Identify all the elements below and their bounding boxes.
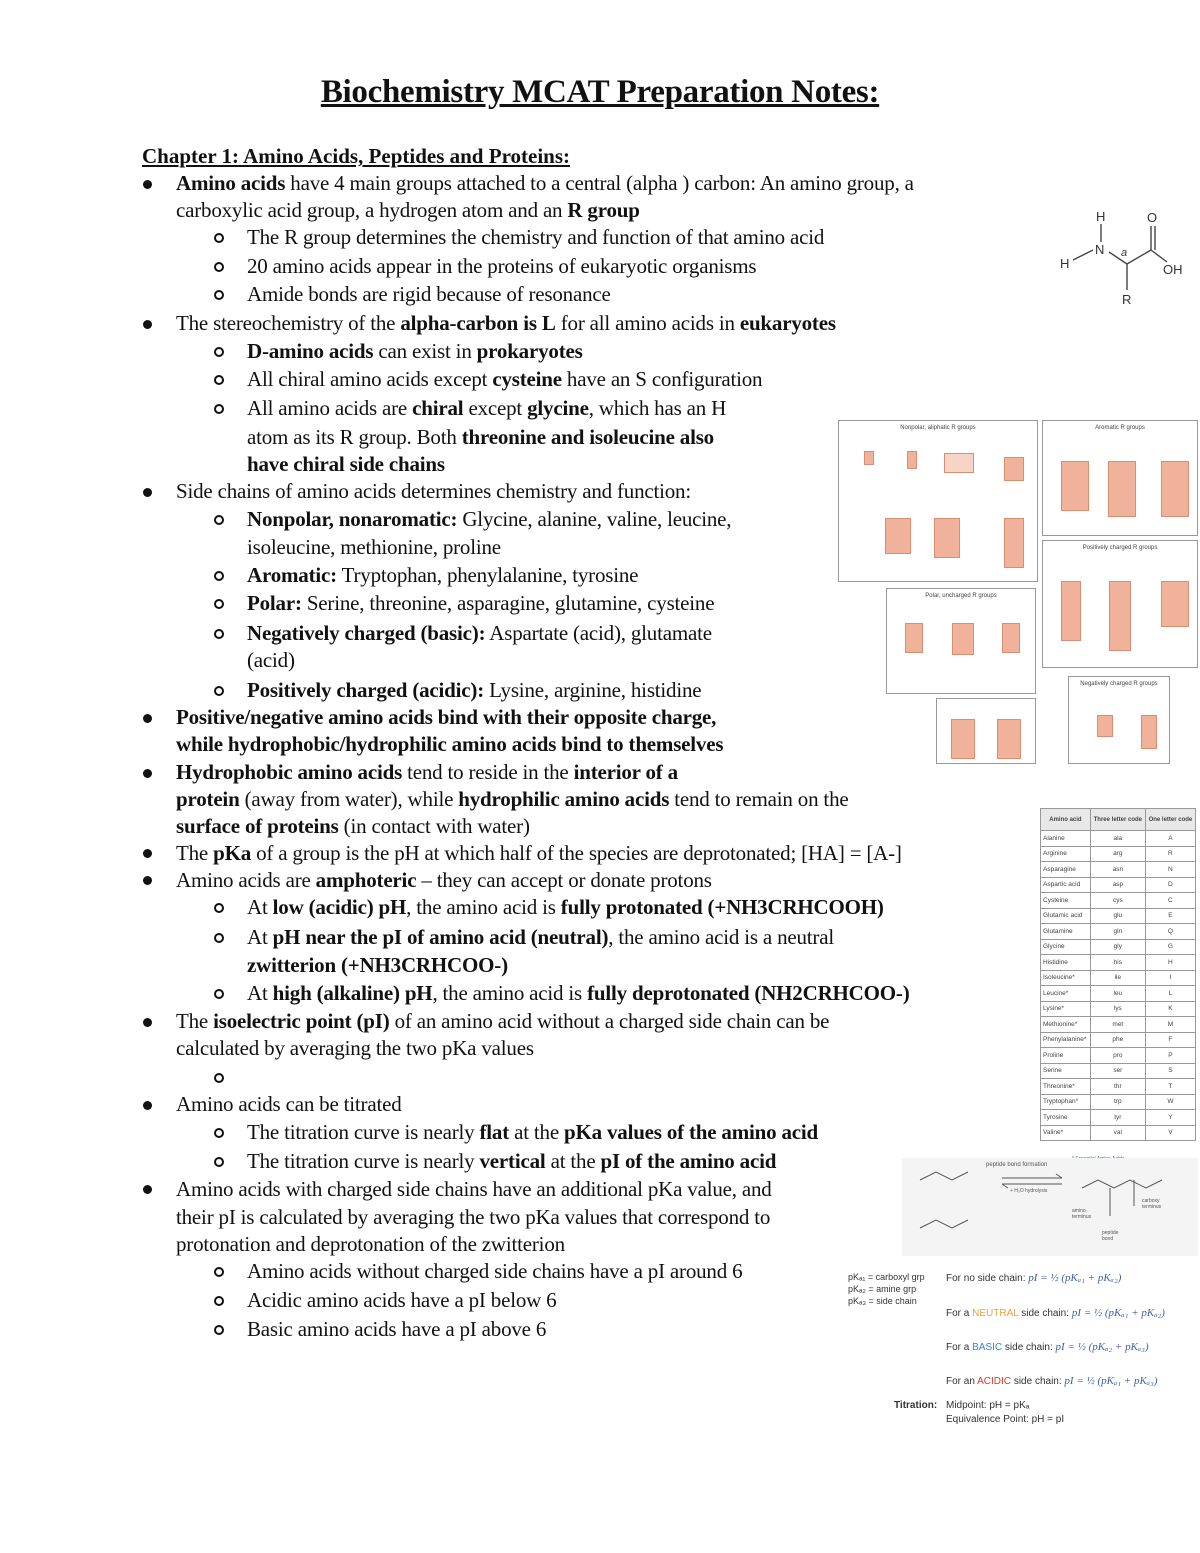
nonpolar-panel — [838, 420, 1038, 582]
table-cell: lys — [1090, 1001, 1145, 1017]
r-group-box — [905, 623, 923, 653]
table-row — [1041, 924, 1196, 940]
table-row — [1041, 908, 1196, 924]
table-cell: trp — [1090, 1094, 1145, 1110]
table-row — [1041, 1063, 1196, 1079]
table-cell: P — [1145, 1048, 1195, 1064]
table-cell: Histidine — [1041, 955, 1091, 971]
table-cell: gly — [1090, 939, 1145, 955]
amino-acid-table — [1040, 808, 1196, 1141]
table-cell: Tryptophan* — [1041, 1094, 1091, 1110]
table-cell: H — [1145, 955, 1195, 971]
table-row — [1041, 955, 1196, 971]
note-line: All amino acids are chiral except glycine, which has an H — [247, 396, 727, 420]
table-cell: Proline — [1041, 1048, 1091, 1064]
table-cell: met — [1090, 1017, 1145, 1033]
table-cell: Cysteine — [1041, 893, 1091, 909]
table-cell: Glutamic acid — [1041, 908, 1091, 924]
table-cell: V — [1145, 1125, 1195, 1141]
table-row — [1041, 1079, 1196, 1095]
note-line: At pH near the pI of amino acid (neutral), the amino acid is a neutral — [247, 925, 834, 949]
sub-bullet-icon — [214, 1267, 224, 1277]
note-line: protein (away from water), while hydrophilic amino acids tend to remain on the — [176, 787, 849, 811]
table-cell: G — [1145, 939, 1195, 955]
table-cell: arg — [1090, 846, 1145, 862]
note-line: The R group determines the chemistry and function of that amino acid — [247, 225, 825, 249]
sub-bullet-icon — [214, 404, 224, 414]
r-group-box — [907, 451, 917, 469]
sub-bullet-icon — [214, 1325, 224, 1335]
sub-bullet-icon — [214, 1157, 224, 1167]
note-line: Positively charged (acidic): Lysine, arginine, histidine — [247, 678, 702, 702]
table-cell: R — [1145, 846, 1195, 862]
table-cell: Glutamine — [1041, 924, 1091, 940]
panel-title: Negatively charged R groups — [1080, 681, 1158, 687]
r-group-box — [1004, 457, 1024, 481]
table-row — [1041, 831, 1196, 847]
note-line: 20 amino acids appear in the proteins of eukaryotic organisms — [247, 254, 757, 278]
table-row — [1041, 1001, 1196, 1017]
table-row — [1041, 1094, 1196, 1110]
negative-panel — [1068, 676, 1170, 764]
table-cell: his — [1090, 955, 1145, 971]
table-cell: F — [1145, 1032, 1195, 1048]
pka2-def: pKₐ₂ = amine grp — [848, 1284, 917, 1294]
table-cell: Valine* — [1041, 1125, 1091, 1141]
r-group-box — [1141, 715, 1157, 749]
sub-bullet-icon — [214, 233, 224, 243]
peptide-bond-diagram — [902, 1158, 1198, 1256]
sub-bullet-icon — [214, 933, 224, 943]
note-line: surface of proteins (in contact with water) — [176, 814, 530, 838]
note-line: Amino acids are amphoteric – they can accept or donate protons — [176, 868, 712, 892]
r-group-box — [1061, 581, 1081, 641]
formula-neutral: For a NEUTRAL side chain: pI = ½ (pKₐ₁ + pKₐ₂) — [946, 1307, 1165, 1319]
table-cell: Isoleucine* — [1041, 970, 1091, 986]
atom-label: OH — [1163, 262, 1183, 277]
bullet-icon — [143, 180, 152, 189]
table-cell: thr — [1090, 1079, 1145, 1095]
note-line: carboxylic acid group, a hydrogen atom and an R group — [176, 198, 640, 222]
sub-bullet-icon — [214, 1296, 224, 1306]
r-group-box — [1108, 461, 1136, 517]
table-cell: leu — [1090, 986, 1145, 1002]
r-group-box — [951, 719, 975, 759]
table-cell: Tyrosine — [1041, 1110, 1091, 1126]
note-line: Amino acids can be titrated — [176, 1092, 402, 1116]
panel-title: Nonpolar, aliphatic R groups — [900, 425, 976, 431]
formula-basic: For a BASIC side chain: pI = ½ (pKₐ₂ + pKₐ₃) — [946, 1341, 1149, 1353]
table-cell: tyr — [1090, 1110, 1145, 1126]
formula-acidic: For an ACIDIC side chain: pI = ½ (pKₐ₁ + pKₐ₃) — [946, 1375, 1158, 1387]
sub-bullet-icon — [214, 1128, 224, 1138]
r-group-box — [952, 623, 974, 655]
pka3-def: pKₐ₃ = side chain — [848, 1296, 917, 1306]
note-line: At low (acidic) pH, the amino acid is fully protonated (+NH3CRHCOOH) — [247, 895, 884, 919]
atom-label: O — [1147, 210, 1158, 225]
table-row — [1041, 893, 1196, 909]
r-group-box — [1061, 461, 1089, 511]
table-cell: Arginine — [1041, 846, 1091, 862]
sub-bullet-icon — [214, 571, 224, 581]
note-line: have chiral side chains — [247, 452, 445, 476]
note-line: All chiral amino acids except cysteine have an S configuration — [247, 367, 763, 391]
bullet-icon — [143, 1185, 152, 1194]
note-line: The stereochemistry of the alpha-carbon is L for all amino acids in eukaryotes — [176, 311, 836, 335]
table-row — [1041, 1125, 1196, 1141]
table-cell: asp — [1090, 877, 1145, 893]
atom-label: R — [1122, 292, 1132, 307]
note-line: their pI is calculated by averaging the two pKa values that correspond to — [176, 1205, 771, 1229]
table-cell: W — [1145, 1094, 1195, 1110]
table-cell: A — [1145, 831, 1195, 847]
sub-bullet-icon — [214, 989, 224, 999]
table-row — [1041, 1048, 1196, 1064]
table-cell: K — [1145, 1001, 1195, 1017]
table-cell: pro — [1090, 1048, 1145, 1064]
atom-label: H — [1060, 256, 1070, 271]
table-cell: Leucine* — [1041, 986, 1091, 1002]
table-cell: T — [1145, 1079, 1195, 1095]
note-line: zwitterion (+NH3CRHCOO-) — [247, 953, 508, 977]
sub-bullet-icon — [214, 903, 224, 913]
table-header: Three letter code — [1090, 809, 1145, 831]
r-group-box — [885, 518, 911, 554]
table-cell: I — [1145, 970, 1195, 986]
sub-bullet-icon — [214, 347, 224, 357]
bullet-icon — [143, 714, 152, 723]
note-line: The pKa of a group is the pH at which half of the species are deprotonated; [HA] = [A-] — [176, 841, 902, 865]
table-row — [1041, 862, 1196, 878]
formula-no-side-chain: For no side chain: pI = ½ (pKₐ₁ + pKₐ₂) — [946, 1272, 1122, 1284]
note-line: atom as its R group. Both threonine and isoleucine also — [247, 425, 714, 449]
table-cell: phe — [1090, 1032, 1145, 1048]
chapter-heading: Chapter 1: Amino Acids, Peptides and Proteins: — [142, 144, 570, 168]
note-line: The titration curve is nearly flat at the pKa values of the amino acid — [247, 1120, 818, 1144]
carboxy-terminus-label: carboxy terminus — [1142, 1198, 1162, 1210]
peptide-bond-label: peptide bond formation — [986, 1162, 1048, 1168]
table-cell: glu — [1090, 908, 1145, 924]
note-line: Positive/negative amino acids bind with their opposite charge, — [176, 705, 717, 729]
panel-title: Positively charged R groups — [1082, 545, 1158, 551]
table-row — [1041, 970, 1196, 986]
note-line: isoleucine, methionine, proline — [247, 535, 501, 559]
table-cell: ile — [1090, 970, 1145, 986]
note-line: protonation and deprotonation of the zwitterion — [176, 1232, 565, 1256]
bullet-icon — [143, 876, 152, 885]
hydrolysis-label: + H₂O hydrolysis — [1010, 1188, 1048, 1194]
sub-bullet-icon — [214, 515, 224, 525]
panel-title: Aromatic R groups — [1095, 425, 1145, 431]
amide-panel — [936, 698, 1036, 764]
r-group-box — [1161, 461, 1189, 517]
table-cell: D — [1145, 877, 1195, 893]
table-row — [1041, 986, 1196, 1002]
table-cell: val — [1090, 1125, 1145, 1141]
bullet-icon — [143, 849, 152, 858]
note-line: Aromatic: Tryptophan, phenylalanine, tyrosine — [247, 563, 639, 587]
table-cell: Y — [1145, 1110, 1195, 1126]
table-cell: ala — [1090, 831, 1145, 847]
atom-label: H — [1096, 209, 1106, 224]
titration-label: Titration: — [894, 1400, 938, 1411]
table-cell: asn — [1090, 862, 1145, 878]
sub-bullet-icon — [214, 262, 224, 272]
sub-bullet-icon — [214, 686, 224, 696]
amino-acid-structure — [1055, 204, 1195, 314]
note-line: The titration curve is nearly vertical at the pI of the amino acid — [247, 1149, 777, 1173]
table-cell: C — [1145, 893, 1195, 909]
atom-label: N — [1095, 242, 1105, 257]
table-cell: E — [1145, 908, 1195, 924]
table-header-row — [1041, 809, 1196, 831]
table-row — [1041, 1110, 1196, 1126]
bullet-icon — [143, 488, 152, 497]
table-cell: gln — [1090, 924, 1145, 940]
peptide-bond-bottom-label: peptide bond — [1102, 1230, 1119, 1242]
note-line: Hydrophobic amino acids tend to reside in the interior of a — [176, 760, 678, 784]
r-group-box — [934, 518, 960, 558]
table-cell: Threonine* — [1041, 1079, 1091, 1095]
table-cell: Glycine — [1041, 939, 1091, 955]
table-header: Amino acid — [1041, 809, 1091, 831]
note-line: while hydrophobic/hydrophilic amino acids bind to themselves — [176, 732, 724, 756]
r-group-box — [1097, 715, 1113, 737]
note-line: At high (alkaline) pH, the amino acid is fully deprotonated (NH2CRHCOO-) — [247, 981, 910, 1005]
alpha-label: a — [1121, 247, 1128, 259]
sub-bullet-icon — [214, 290, 224, 300]
note-line: Side chains of amino acids determines chemistry and function: — [176, 479, 691, 503]
note-line: Amino acids without charged side chains have a pI around 6 — [247, 1259, 743, 1283]
table-row — [1041, 877, 1196, 893]
note-line: Amino acids have 4 main groups attached to a central (alpha ) carbon: An amino group, a — [176, 171, 914, 195]
table-row — [1041, 1017, 1196, 1033]
note-line: Basic amino acids have a pI above 6 — [247, 1317, 547, 1341]
table-cell: S — [1145, 1063, 1195, 1079]
table-cell: Q — [1145, 924, 1195, 940]
amino-terminus-label: amino terminus — [1072, 1208, 1092, 1220]
note-line: (acid) — [247, 648, 295, 672]
note-line: Acidic amino acids have a pI below 6 — [247, 1288, 557, 1312]
table-cell: Methionine* — [1041, 1017, 1091, 1033]
note-line: Negatively charged (basic): Aspartate (acid), glutamate — [247, 621, 712, 645]
table-cell: M — [1145, 1017, 1195, 1033]
table-row — [1041, 846, 1196, 862]
sub-bullet-icon — [214, 599, 224, 609]
table-cell: L — [1145, 986, 1195, 1002]
table-cell: Serine — [1041, 1063, 1091, 1079]
panel-title: Polar, uncharged R groups — [925, 593, 997, 599]
table-cell: ser — [1090, 1063, 1145, 1079]
bullet-icon — [143, 320, 152, 329]
note-line: calculated by averaging the two pKa values — [176, 1036, 534, 1060]
table-cell: Lysine* — [1041, 1001, 1091, 1017]
note-line: Nonpolar, nonaromatic: Glycine, alanine, valine, leucine, — [247, 507, 732, 531]
note-line: Polar: Serine, threonine, asparagine, glutamine, cysteine — [247, 591, 715, 615]
polar-panel — [886, 588, 1036, 694]
r-group-box — [997, 719, 1021, 759]
table-cell: cys — [1090, 893, 1145, 909]
pka1-def: pKₐ₁ = carboxyl grp — [848, 1272, 925, 1282]
bullet-icon — [143, 1018, 152, 1027]
titration-equivalence: Equivalence Point: pH = pI — [946, 1414, 1065, 1425]
table-row — [1041, 939, 1196, 955]
note-line: Amino acids with charged side chains have an additional pKa value, and — [176, 1177, 772, 1201]
note-line: D-amino acids can exist in prokaryotes — [247, 339, 583, 363]
bullet-icon — [143, 1101, 152, 1110]
aromatic-panel — [1042, 420, 1198, 536]
table-cell: Aspartic acid — [1041, 877, 1091, 893]
r-group-box — [1109, 581, 1131, 651]
r-group-box — [864, 451, 874, 465]
table-row — [1041, 1032, 1196, 1048]
page-title: Biochemistry MCAT Preparation Notes: — [320, 74, 880, 110]
sub-bullet-icon — [214, 1073, 224, 1083]
r-group-box — [1161, 581, 1189, 627]
positive-panel — [1042, 540, 1198, 668]
table-cell: Phenylalanine* — [1041, 1032, 1091, 1048]
r-group-box — [1002, 623, 1020, 653]
sub-bullet-icon — [214, 629, 224, 639]
table-header: One letter code — [1145, 809, 1195, 831]
sub-bullet-icon — [214, 375, 224, 385]
table-cell: Alanine — [1041, 831, 1091, 847]
r-group-box — [944, 453, 974, 473]
bullet-icon — [143, 769, 152, 778]
note-line: The isoelectric point (pI) of an amino acid without a charged side chain can be — [176, 1009, 830, 1033]
note-line: Amide bonds are rigid because of resonance — [247, 282, 611, 306]
titration-midpoint: Midpoint: pH = pKₐ — [946, 1400, 1030, 1411]
table-cell: Asparagine — [1041, 862, 1091, 878]
table-cell: N — [1145, 862, 1195, 878]
r-group-box — [1004, 518, 1024, 568]
